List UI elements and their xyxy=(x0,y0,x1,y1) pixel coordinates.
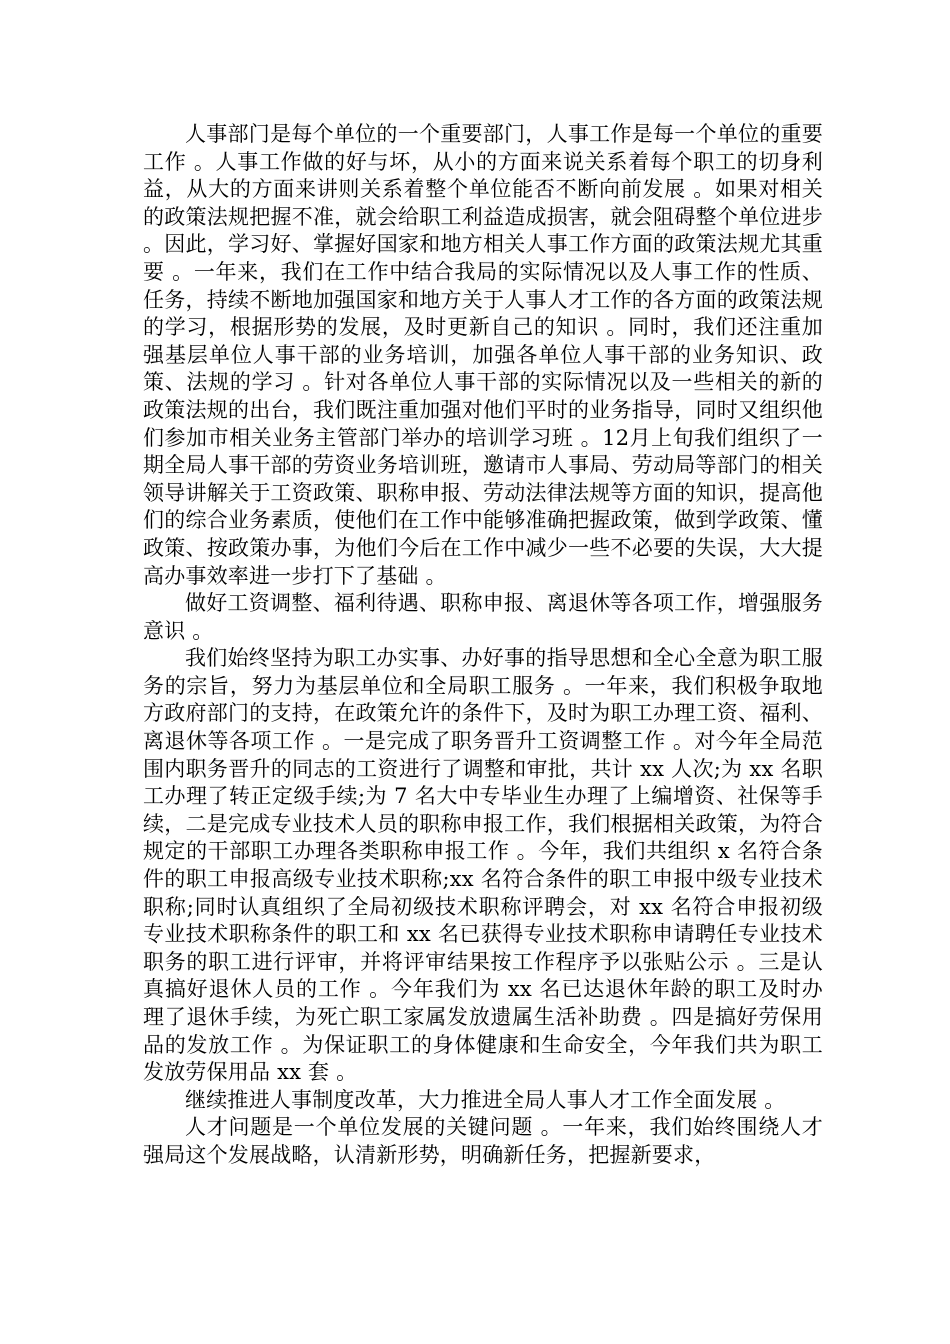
paragraph-hr-policy-study: 人事部门是每个单位的一个重要部门，人事工作是每一个单位的重要工作 。人事工作做的好与坏，从小的方面来说关系着每个职工的切身利益，从大的方面来讲则关系着整个单位能否不断向前发展 。如果对相关的政策法规把握不准，就会给职工利益造成损害，就会阻碍整个单位进步 。因此，学习好、掌握好国家和地方相关人事工作方面的政策法规尤其重要 。一年来，我们在工作中结合我局的实际情况以及人事工作的性质、任务，持续不断地加强国家和地方关于人事人才工作的各方面的政策法规的学习，根据形势的发展，及时更新自己的知识 。同时，我们还注重加强基层单位人事干部的业务培训，加强各单位人事干部的业务知识、政策、法规的学习 。针对各单位人事干部的实际情况以及一些相关的新的政策法规的出台，我们既注重加强对他们平时的业务指导，同时又组织他们参加市相关业务主管部门举办的培训学习班 。12月上旬我们组织了一期全局人事干部的劳资业务培训班，邀请市人事局、劳动局等部门的相关领导讲解关于工资政策、职称申报、劳动法律法规等方面的知识，提高他们的综合业务素质，使他们在工作中能够准确把握政策，做到学政策、懂政策、按政策办事，为他们今后在工作中减少一些不必要的失误，大大提高办事效率进一步打下了基础 。 xyxy=(143,122,823,588)
paragraph-talent-strategy: 人才问题是一个单位发展的关键问题 。一年来，我们始终围绕人才强局这个发展战略，认清新形势，明确新任务，把握新要求， xyxy=(143,1115,823,1167)
document-body xyxy=(143,121,823,1170)
paragraph-heading-service-awareness: 做好工资调整、福利待遇、职称申报、离退休等各项工作，增强服务意识 。 xyxy=(143,591,823,643)
paragraph-heading-personnel-reform: 继续推进人事制度改革，大力推进全局人事人才工作全面发展 。 xyxy=(185,1087,786,1112)
paragraph-staff-services: 我们始终坚持为职工办实事、办好事的指导思想和全心全意为职工服务的宗旨，努力为基层单位和全局职工服务 。一年来，我们积极争取地方政府部门的支持，在政策允许的条件下，及时为职工办理工资、福利、离退休等各项工作 。一是完成了职务晋升工资调整工作 。对今年全局范围内职务晋升的同志的工资进行了调整和审批，共计 xx 人次;为 xx 名职工办理了转正定级手续;为 7 名大中专毕业生办理了上编增资、社保等手续，二是完成专业技术人员的职称申报工作，我们根据相关政策，为符合规定的干部职工办理各类职称申报工作 。今年，我们共组织 x 名符合条件的职工申报高级专业技术职称;xx 名符合条件的职工申报中级专业技术职称;同时认真组织了全局初级技术职称评聘会，对 xx 名符合申报初级专业技术职称条件的职工和 xx 名已获得专业技术职称申请聘任专业技术职务的职工进行评审，并将评审结果按工作程序予以张贴公示 。三是认真搞好退休人员的工作 。今年我们为 xx 名已达退休年龄的职工及时办理了退休手续，为死亡职工家属发放遗属生活补助费 。四是搞好劳保用品的发放工作 。为保证职工的身体健康和生命安全，今年我们共为职工发放劳保用品 xx 套 。 xyxy=(143,646,823,1085)
